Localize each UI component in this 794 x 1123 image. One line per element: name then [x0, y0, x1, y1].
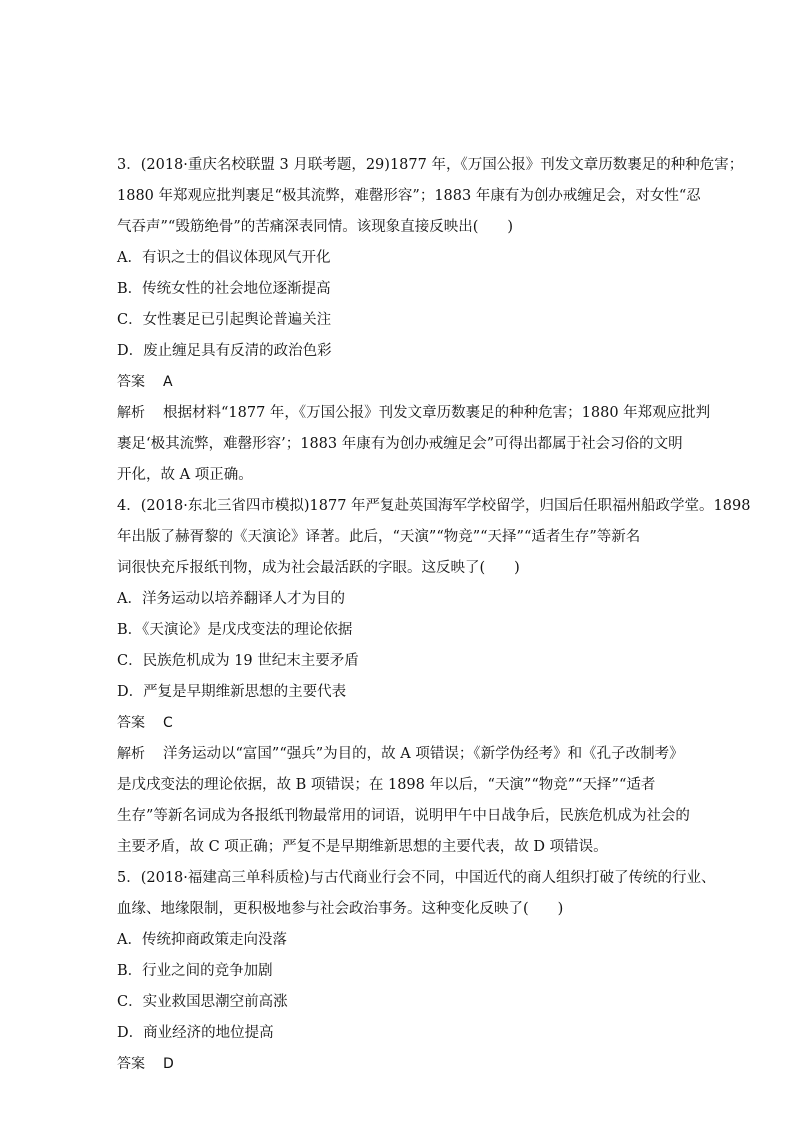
question-4-stem-line-1: 4．(2018·东北三省四市模拟)1877 年严复赴英国海军学校留学，归国后任职福州船政学堂。1898: [117, 498, 751, 514]
analysis-text: 根据材料“1877 年，《万国公报》刊发文章历数裹足的种种危害；1880 年郑观应批判: [163, 405, 711, 421]
question-4-analysis-line-4: 主要矛盾，故 C 项正确；严复不是早期维新思想的主要代表，故 D 项错误。: [117, 839, 608, 855]
question-3: [117, 150, 744, 491]
question-5-option-c: C．实业救国思潮空前高涨: [117, 994, 288, 1010]
question-4-option-c: C．民族危机成为 19 世纪末主要矛盾: [117, 653, 359, 669]
question-4-answer: [117, 708, 684, 739]
question-3-stem-line-1: 3．(2018·重庆名校联盟 3 月联考题，29)1877 年，《万国公报》刊发文章历数裹足的种种危害；: [117, 157, 744, 173]
question-3-option-b: B．传统女性的社会地位逐渐提高: [117, 281, 331, 297]
answer-label: 答案: [117, 1056, 145, 1072]
question-5-option-b: B．行业之间的竞争加剧: [117, 963, 273, 979]
question-5-answer: [117, 1049, 684, 1080]
question-4-stem-line-2: 年出版了赫胥黎的《天演论》译著。此后，“天演”“物竞”“天择”“适者生存”等新名: [117, 529, 641, 545]
question-4-analysis-line-3: 生存”等新名词成为各报纸刊物最常用的词语，说明甲午中日战争后，民族危机成为社会的: [117, 808, 690, 824]
question-4: [117, 491, 751, 863]
question-5-option-a: A．传统抑商政策走向没落: [117, 932, 287, 948]
analysis-label: 解析: [117, 405, 145, 421]
question-3-analysis-line-3: 开化，故 A 项正确。: [117, 467, 253, 483]
question-3-stem-line-3: 气吞声”“毁筋绝骨”的苦痛深表同情。该现象直接反映出( ): [117, 219, 514, 235]
analysis-label: 解析: [117, 746, 145, 762]
answer-value: D: [163, 1056, 174, 1072]
question-5-stem-line-2: 血缘、地缘限制，更积极地参与社会政治事务。这种变化反映了( ): [117, 901, 564, 917]
question-5-option-d: D．商业经济的地位提高: [117, 1025, 274, 1041]
question-4-option-a: A．洋务运动以培养翻译人才为目的: [117, 591, 345, 607]
question-4-option-b: B．《天演论》是戊戌变法的理论依据: [117, 622, 353, 638]
question-3-analysis-line-1: [117, 398, 711, 429]
answer-label: 答案: [117, 715, 145, 731]
analysis-text: 洋务运动以“富国”“强兵”为目的，故 A 项错误；《新学伪经考》和《孔子改制考》: [163, 746, 684, 762]
question-5: [117, 863, 716, 1080]
question-3-analysis-line-2: 裹足‘极其流弊，难罄形容’；1883 年康有为创办戒缠足会”可得出都属于社会习俗的文明: [117, 436, 683, 452]
question-4-analysis-line-2: 是戊戌变法的理论依据，故 B 项错误；在 1898 年以后，“天演”“物竞”“天择”“适者: [117, 777, 656, 793]
question-4-stem-line-3: 词很快充斥报纸刊物，成为社会最活跃的字眼。这反映了( ): [117, 560, 520, 576]
question-4-analysis-line-1: [117, 739, 684, 770]
question-3-stem-line-2: 1880 年郑观应批判裹足“极其流弊，难罄形容”；1883 年康有为创办戒缠足会，对女性“忍: [117, 188, 701, 204]
question-3-option-c: C．女性裹足已引起舆论普遍关注: [117, 312, 332, 328]
answer-value: C: [163, 715, 173, 731]
question-3-option-d: D．废止缠足具有反清的政治色彩: [117, 343, 332, 359]
question-3-answer: [117, 367, 684, 398]
question-5-stem-line-1: 5．(2018·福建高三单科质检)与古代商业行会不同，中国近代的商人组织打破了传统的行业、: [117, 870, 716, 886]
question-3-option-a: A．有识之士的倡议体现风气开化: [117, 250, 331, 266]
question-4-option-d: D．严复是早期维新思想的主要代表: [117, 684, 347, 700]
answer-label: 答案: [117, 374, 145, 390]
answer-value: A: [163, 374, 173, 390]
